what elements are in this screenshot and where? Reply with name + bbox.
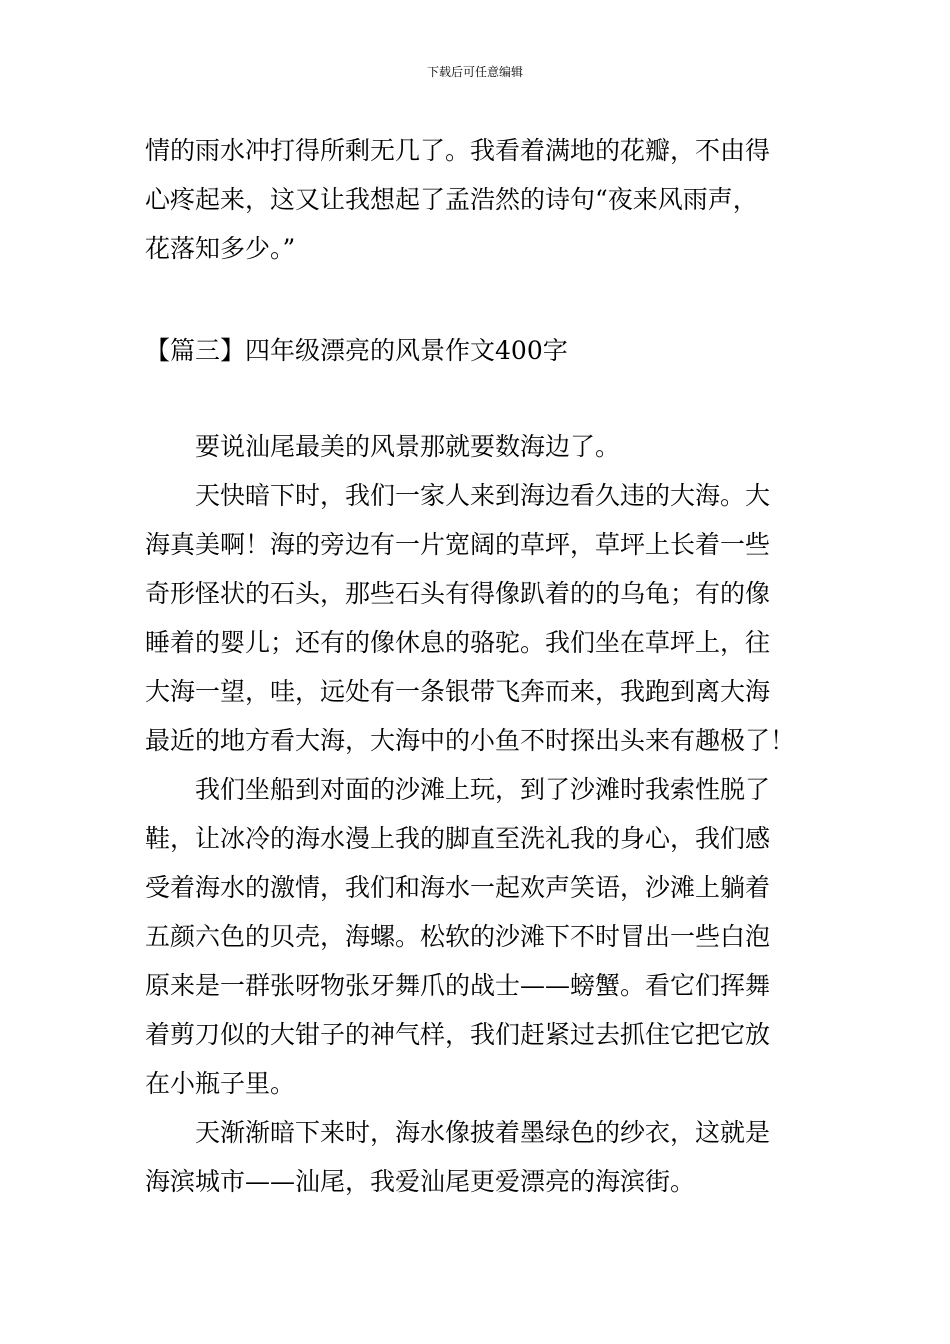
essay-body — [145, 422, 809, 1206]
text-line: 要说汕尾最美的风景那就要数海边了。 — [145, 432, 621, 461]
text-line: 五颜六色的贝壳，海螺。松软的沙滩下不时冒出一些白泡 — [145, 922, 771, 951]
text-line: 奇形怪状的石头，那些石头有得像趴着的的乌龟；有的像 — [145, 579, 771, 608]
text-line: 大海一望，哇，远处有一条银带飞奔而来，我跑到离大海 — [145, 677, 771, 706]
section-title: 【篇三】四年级漂亮的风景作文400字 — [145, 336, 568, 365]
continuation-paragraph — [145, 126, 809, 273]
text-line: 心疼起来，这又让我想起了孟浩然的诗句“夜来风雨声， — [145, 185, 758, 214]
text-line: 着剪刀似的大钳子的神气样，我们赶紧过去抓住它把它放 — [145, 1020, 771, 1049]
text-line: 在小瓶子里。 — [145, 1069, 296, 1098]
text-line: 我们坐船到对面的沙滩上玩，到了沙滩时我索性脱了 — [145, 775, 771, 804]
text-line: 天渐渐暗下来时，海水像披着墨绿色的纱衣，这就是 — [145, 1118, 771, 1147]
text-line: 受着海水的激情，我们和海水一起欢声笑语，沙滩上躺着 — [145, 873, 771, 902]
text-line: 最近的地方看大海，大海中的小鱼不时探出头来有趣极了！ — [145, 726, 796, 755]
text-line: 海真美啊！海的旁边有一片宽阔的草坪，草坪上长着一些 — [145, 530, 771, 559]
text-line: 原来是一群张呀物张牙舞爪的战士——螃蟹。看它们挥舞 — [145, 971, 771, 1000]
text-line: 花落知多少。” — [145, 234, 296, 263]
text-line: 睡着的婴儿；还有的像休息的骆驼。我们坐在草坪上，往 — [145, 628, 771, 657]
text-line: 情的雨水冲打得所剩无几了。我看着满地的花瓣，不由得 — [145, 136, 771, 165]
text-line: 天快暗下时，我们一家人来到海边看久违的大海。大 — [145, 481, 771, 510]
text-line: 海滨城市——汕尾，我爱汕尾更爱漂亮的海滨街。 — [145, 1167, 696, 1196]
page-header-note: 下载后可任意编辑 — [426, 65, 523, 79]
text-line: 鞋，让冰冷的海水漫上我的脚直至洗礼我的身心，我们感 — [145, 824, 771, 853]
